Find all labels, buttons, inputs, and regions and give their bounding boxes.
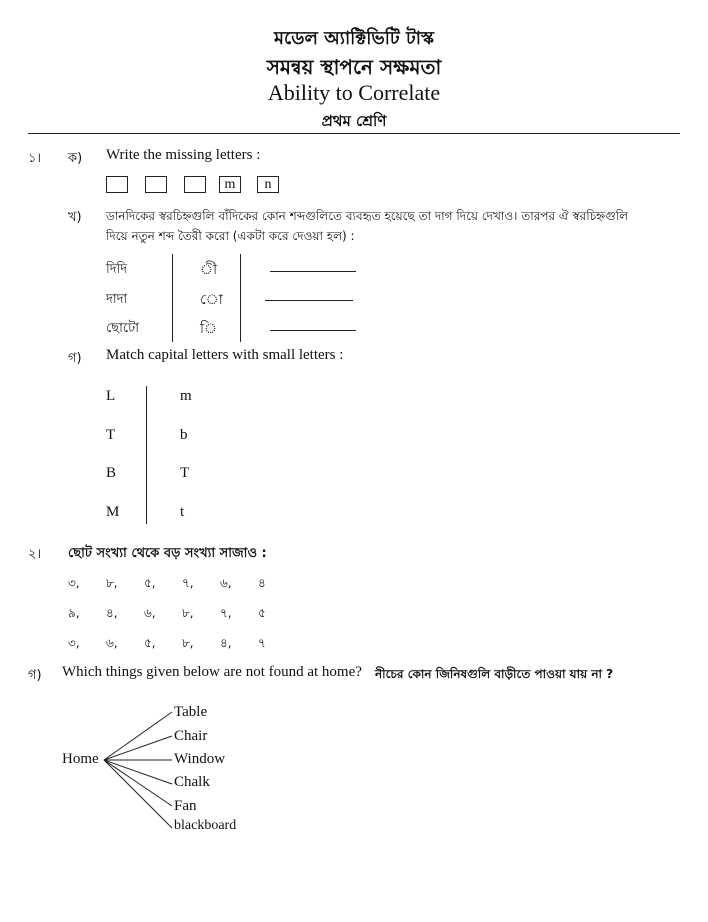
number-item: ৫	[258, 606, 266, 620]
column-divider	[240, 254, 241, 342]
number-item: ৮,	[182, 606, 194, 620]
match-divider	[146, 386, 147, 524]
number-item: ৪	[258, 576, 266, 590]
number-item: ৬,	[144, 606, 156, 620]
question-3-marker: গ)	[28, 668, 42, 683]
question-2-instruction: ছোট সংখ্যা থেকে বড় সংখ্যা সাজাও :	[68, 546, 267, 561]
class-label: প্রথম শ্রেণি	[321, 112, 387, 130]
tree-connector-lines	[100, 700, 180, 830]
letter-box-4: m	[219, 176, 241, 193]
number-item: ৭,	[220, 606, 232, 620]
question-1a-instruction: Write the missing letters :	[106, 147, 261, 163]
worksheet-subtitle: সমন্বয় স্থাপনে সক্ষমতা	[266, 55, 442, 79]
item-label[interactable]: blackboard	[174, 818, 237, 833]
number-item: ৪,	[220, 636, 232, 650]
letter-box-2[interactable]	[145, 176, 167, 193]
answer-blank[interactable]	[265, 300, 353, 301]
small-letter[interactable]: t	[180, 504, 185, 520]
header-divider	[28, 133, 680, 134]
tree-root-label: Home	[62, 751, 99, 767]
vowel-sign: ী	[200, 262, 218, 278]
question-1b-marker: খ)	[68, 210, 82, 225]
number-item: ৬,	[106, 636, 118, 650]
question-3-instruction-en: Which things given below are not found at home?	[62, 664, 362, 680]
letter-box-5: n	[257, 176, 279, 193]
small-letter[interactable]: m	[180, 388, 192, 404]
connector-line	[104, 760, 172, 806]
number-item: ৭,	[182, 576, 194, 590]
capital-letter[interactable]: T	[106, 427, 116, 443]
question-1-number: ১।	[28, 151, 42, 166]
connector-line	[104, 712, 172, 760]
number-item: ৬,	[220, 576, 232, 590]
word-item: ছোটো	[106, 321, 139, 336]
worksheet-english-title: Ability to Correlate	[267, 80, 441, 105]
number-item: ৮,	[182, 636, 194, 650]
item-label[interactable]: Chair	[174, 728, 208, 744]
small-letter[interactable]: T	[180, 465, 190, 481]
connector-line	[104, 736, 172, 760]
question-1c-marker: গ)	[68, 351, 82, 366]
letter-box-3[interactable]	[184, 176, 206, 193]
number-item: ৯,	[68, 606, 80, 620]
capital-letter[interactable]: B	[106, 465, 117, 481]
number-item: ৫,	[144, 636, 156, 650]
vowel-sign: ি	[200, 321, 218, 337]
number-item: ৭	[258, 636, 266, 650]
item-label[interactable]: Fan	[174, 798, 197, 814]
item-label[interactable]: Window	[174, 751, 226, 767]
answer-blank[interactable]	[270, 330, 356, 331]
number-row-1	[68, 575, 280, 595]
connector-line	[104, 760, 172, 784]
answer-blank[interactable]	[270, 271, 356, 272]
item-label[interactable]: Chalk	[174, 774, 210, 790]
question-1c-instruction: Match capital letters with small letters :	[106, 347, 344, 363]
number-item: ৩,	[68, 636, 80, 650]
question-2-number: ২।	[28, 547, 42, 562]
capital-letter[interactable]: L	[106, 388, 116, 404]
item-label[interactable]: Table	[174, 704, 208, 720]
number-row-2	[68, 605, 280, 625]
worksheet-header-title: মডেল অ্যাক্টিভিটি টাস্ক	[274, 28, 434, 49]
question-1a-marker: ক)	[68, 151, 83, 166]
capital-letter[interactable]: M	[106, 504, 120, 520]
word-item: দিদি	[106, 262, 128, 277]
number-row-3	[68, 635, 280, 655]
number-item: ৮,	[106, 576, 118, 590]
connector-line	[104, 760, 172, 828]
vowel-sign: ো	[200, 292, 223, 308]
word-item: দাদা	[106, 292, 128, 307]
letter-box-1[interactable]	[106, 176, 128, 193]
number-item: ৪,	[106, 606, 118, 620]
question-3-instruction-bn: নীচের কোন জিনিষগুলি বাড়ীতে পাওয়া যায় না ?	[375, 667, 614, 681]
number-item: ৩,	[68, 576, 80, 590]
question-1b-instruction-line2: দিয়ে নতুন শব্দ তৈরী করো (একটা করে দেওয়া হল) :	[106, 229, 355, 243]
number-item: ৫,	[144, 576, 156, 590]
small-letter[interactable]: b	[180, 427, 188, 443]
question-1b-instruction-line1: ডানদিকের স্বরচিহ্নগুলি বাঁদিকের কোন শব্দগুলিতে ব্যবহৃত হয়েছে তা দাগ দিয়ে দেখাও। তারপর ঐ স্বরচিহ্নগুলি	[106, 209, 629, 223]
column-divider	[172, 254, 173, 342]
